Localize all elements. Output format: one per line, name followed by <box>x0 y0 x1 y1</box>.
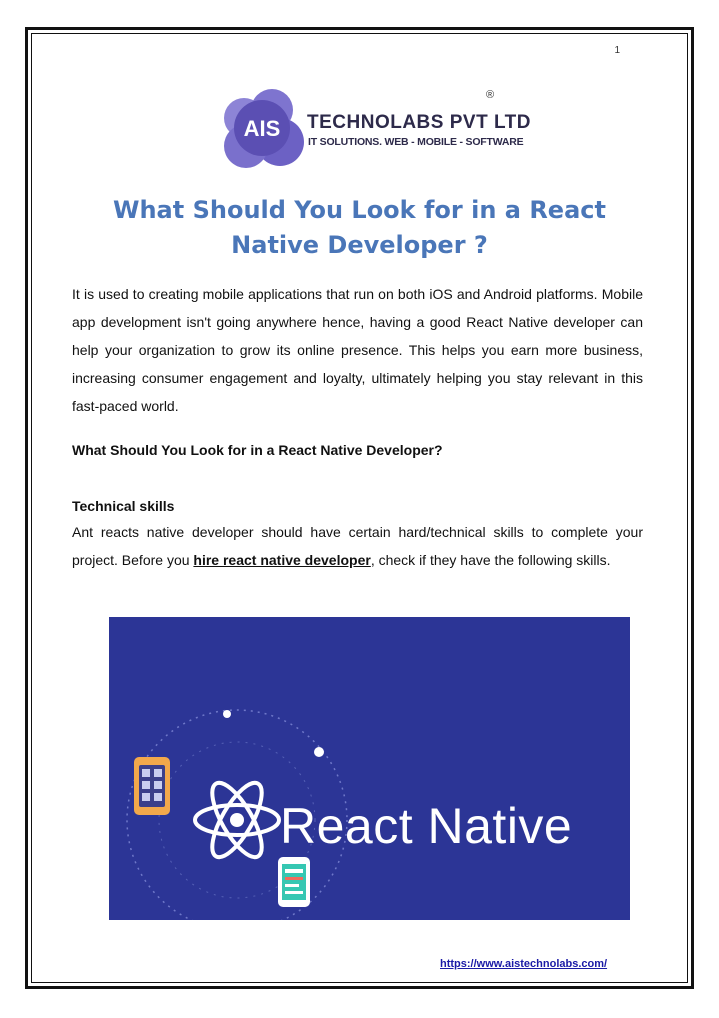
orbit-dot-icon <box>314 747 324 757</box>
intro-paragraph: It is used to creating mobile applications that run on both iOS and Android platforms. Mobile app development isn't going anywhere hence, having a good React Native developer can help your organization to grow its online presence. This helps you earn more business, increasing consumer engagement and loyalty, ultimately helping you stay relevant in this fast-paced world. <box>72 286 643 414</box>
orbit-dot-icon <box>223 710 231 718</box>
logo-text: AIS <box>243 116 281 141</box>
section-heading: Technical skills <box>72 498 175 514</box>
react-native-text: React Native <box>280 798 573 854</box>
company-tagline: IT SOLUTIONS. WEB - MOBILE - SOFTWARE <box>308 136 524 148</box>
registered-mark: ® <box>486 89 495 101</box>
section-text-after: , check if they have the following skills. <box>370 552 611 568</box>
tablet-app-icon <box>278 857 310 907</box>
article-title: What Should You Look for in a React Native Developer ? <box>113 196 606 259</box>
section-text-before: Ant reacts native developer should have certain hard/technical skills to complete your project. Before you <box>72 524 643 568</box>
mobile-phone-icon <box>134 757 170 815</box>
company-name: TECHNOLABS PVT LTD <box>307 112 531 133</box>
footer-website-link[interactable]: https://www.aistechnolabs.com/ <box>440 958 608 970</box>
subheading: What Should You Look for in a React Native Developer? <box>72 442 443 458</box>
react-native-hero-image <box>109 617 630 920</box>
hire-developer-link[interactable]: hire react native developer <box>193 552 371 568</box>
section-paragraph <box>72 518 643 574</box>
react-atom-icon <box>195 776 279 864</box>
hero-graphics <box>109 617 630 920</box>
page-number: 1 <box>614 45 620 56</box>
